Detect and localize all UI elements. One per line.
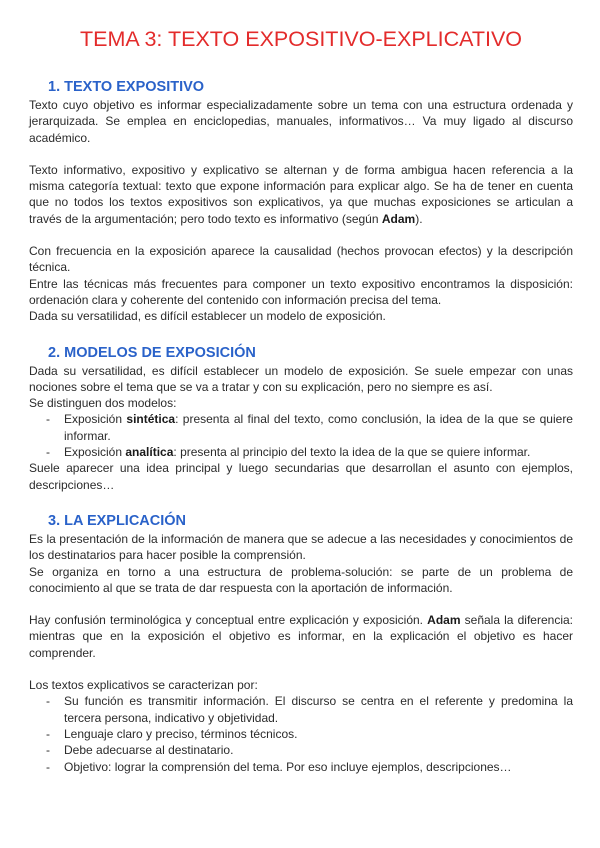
models-list [29, 411, 573, 460]
characteristics-list [29, 693, 573, 774]
paragraph: Con frecuencia en la exposición aparece la causalidad (hechos provocan efectos) y la descripción técnica. [29, 244, 573, 275]
list-item: - Lenguaje claro y preciso, términos técnicos. [29, 726, 573, 742]
list-item: - Objetivo: lograr la comprensión del tema. Por eso incluye ejemplos, descripciones… [29, 759, 573, 775]
paragraph: Texto cuyo objetivo es informar especializadamente sobre un tema con una estructura ordenada y jerarquizada. Se emplea en enciclopedias, manuales, informativos… Va muy ligado al discurso académico. [29, 98, 573, 145]
paragraph: Hay confusión terminológica y conceptual entre explicación y exposición. Adam señala la diferencia: mientras que en la exposición el objetivo es informar, en la explicación el objetivo es hacer comprender. [29, 613, 573, 660]
author-name: Adam [427, 613, 461, 628]
section-heading-texto-expositivo: 1. TEXTO EXPOSITIVO [48, 79, 205, 95]
model-name: sintética [126, 412, 176, 427]
list-item: - Su función es transmitir información. El discurso se centra en el referente y predomina la tercera persona, indicativo y objetividad. [29, 693, 573, 726]
author-name: Adam [381, 211, 416, 226]
paragraph: Se organiza en torno a una estructura de problema-solución: se parte de un problema de conocimiento al que se trata de dar respuesta con la aportación de información. [29, 564, 573, 595]
paragraph: Dada su versatilidad, es difícil establecer un modelo de exposición. [29, 309, 386, 324]
section-heading-la-explicacion: 3. LA EXPLICACIÓN [48, 512, 187, 529]
page-title: TEMA 3: TEXTO EXPOSITIVO-EXPLICATIVO [79, 27, 523, 51]
list-item: - Exposición analítica: presenta al principio del texto la idea de la que se quiere informar. [29, 444, 573, 460]
paragraph: Suele aparecer una idea principal y luego secundarias que desarrollan el asunto con ejemplos, descripciones… [29, 461, 573, 492]
model-name: analítica [125, 445, 174, 460]
paragraph-text: ). [415, 211, 423, 226]
section-heading-modelos-exposicion: 2. MODELOS DE EXPOSICIÓN [48, 344, 256, 361]
paragraph: Los textos explicativos se caracterizan por: [29, 678, 258, 693]
list-item: - Exposición sintética: presenta al final del texto, como conclusión, la idea de la que se quiere informar. [29, 411, 573, 444]
paragraph [29, 162, 573, 227]
paragraph: Entre las técnicas más frecuentes para componer un texto expositivo encontramos la disposición: ordenación clara y coherente del contenido con información precisa del tema. [29, 276, 573, 307]
paragraph-text: Texto informativo, expositivo y explicativo se alternan y de forma ambigua hacen referencia a la misma categoría textual: texto que expone información para explicar algo. Se ha de tener en cuenta que no todos los textos expositivos son explicativos, ya que muchas exposiciones se articulan a través de la argumentación; pero todo texto es informativo (según [29, 162, 573, 226]
document-page [29, 26, 573, 775]
list-item: - Debe adecuarse al destinatario. [29, 742, 573, 758]
paragraph: Es la presentación de la información de manera que se adecue a las necesidades y conocimientos de los destinatarios para hacer posible la comprensión. [29, 531, 573, 563]
paragraph: Se distinguen dos modelos: [29, 396, 177, 411]
paragraph: Dada su versatilidad, es difícil establecer un modelo de exposición. Se suele empezar con unas nociones sobre el tema que se va a tratar y con su explicación, pero no siempre es así. [29, 363, 573, 394]
